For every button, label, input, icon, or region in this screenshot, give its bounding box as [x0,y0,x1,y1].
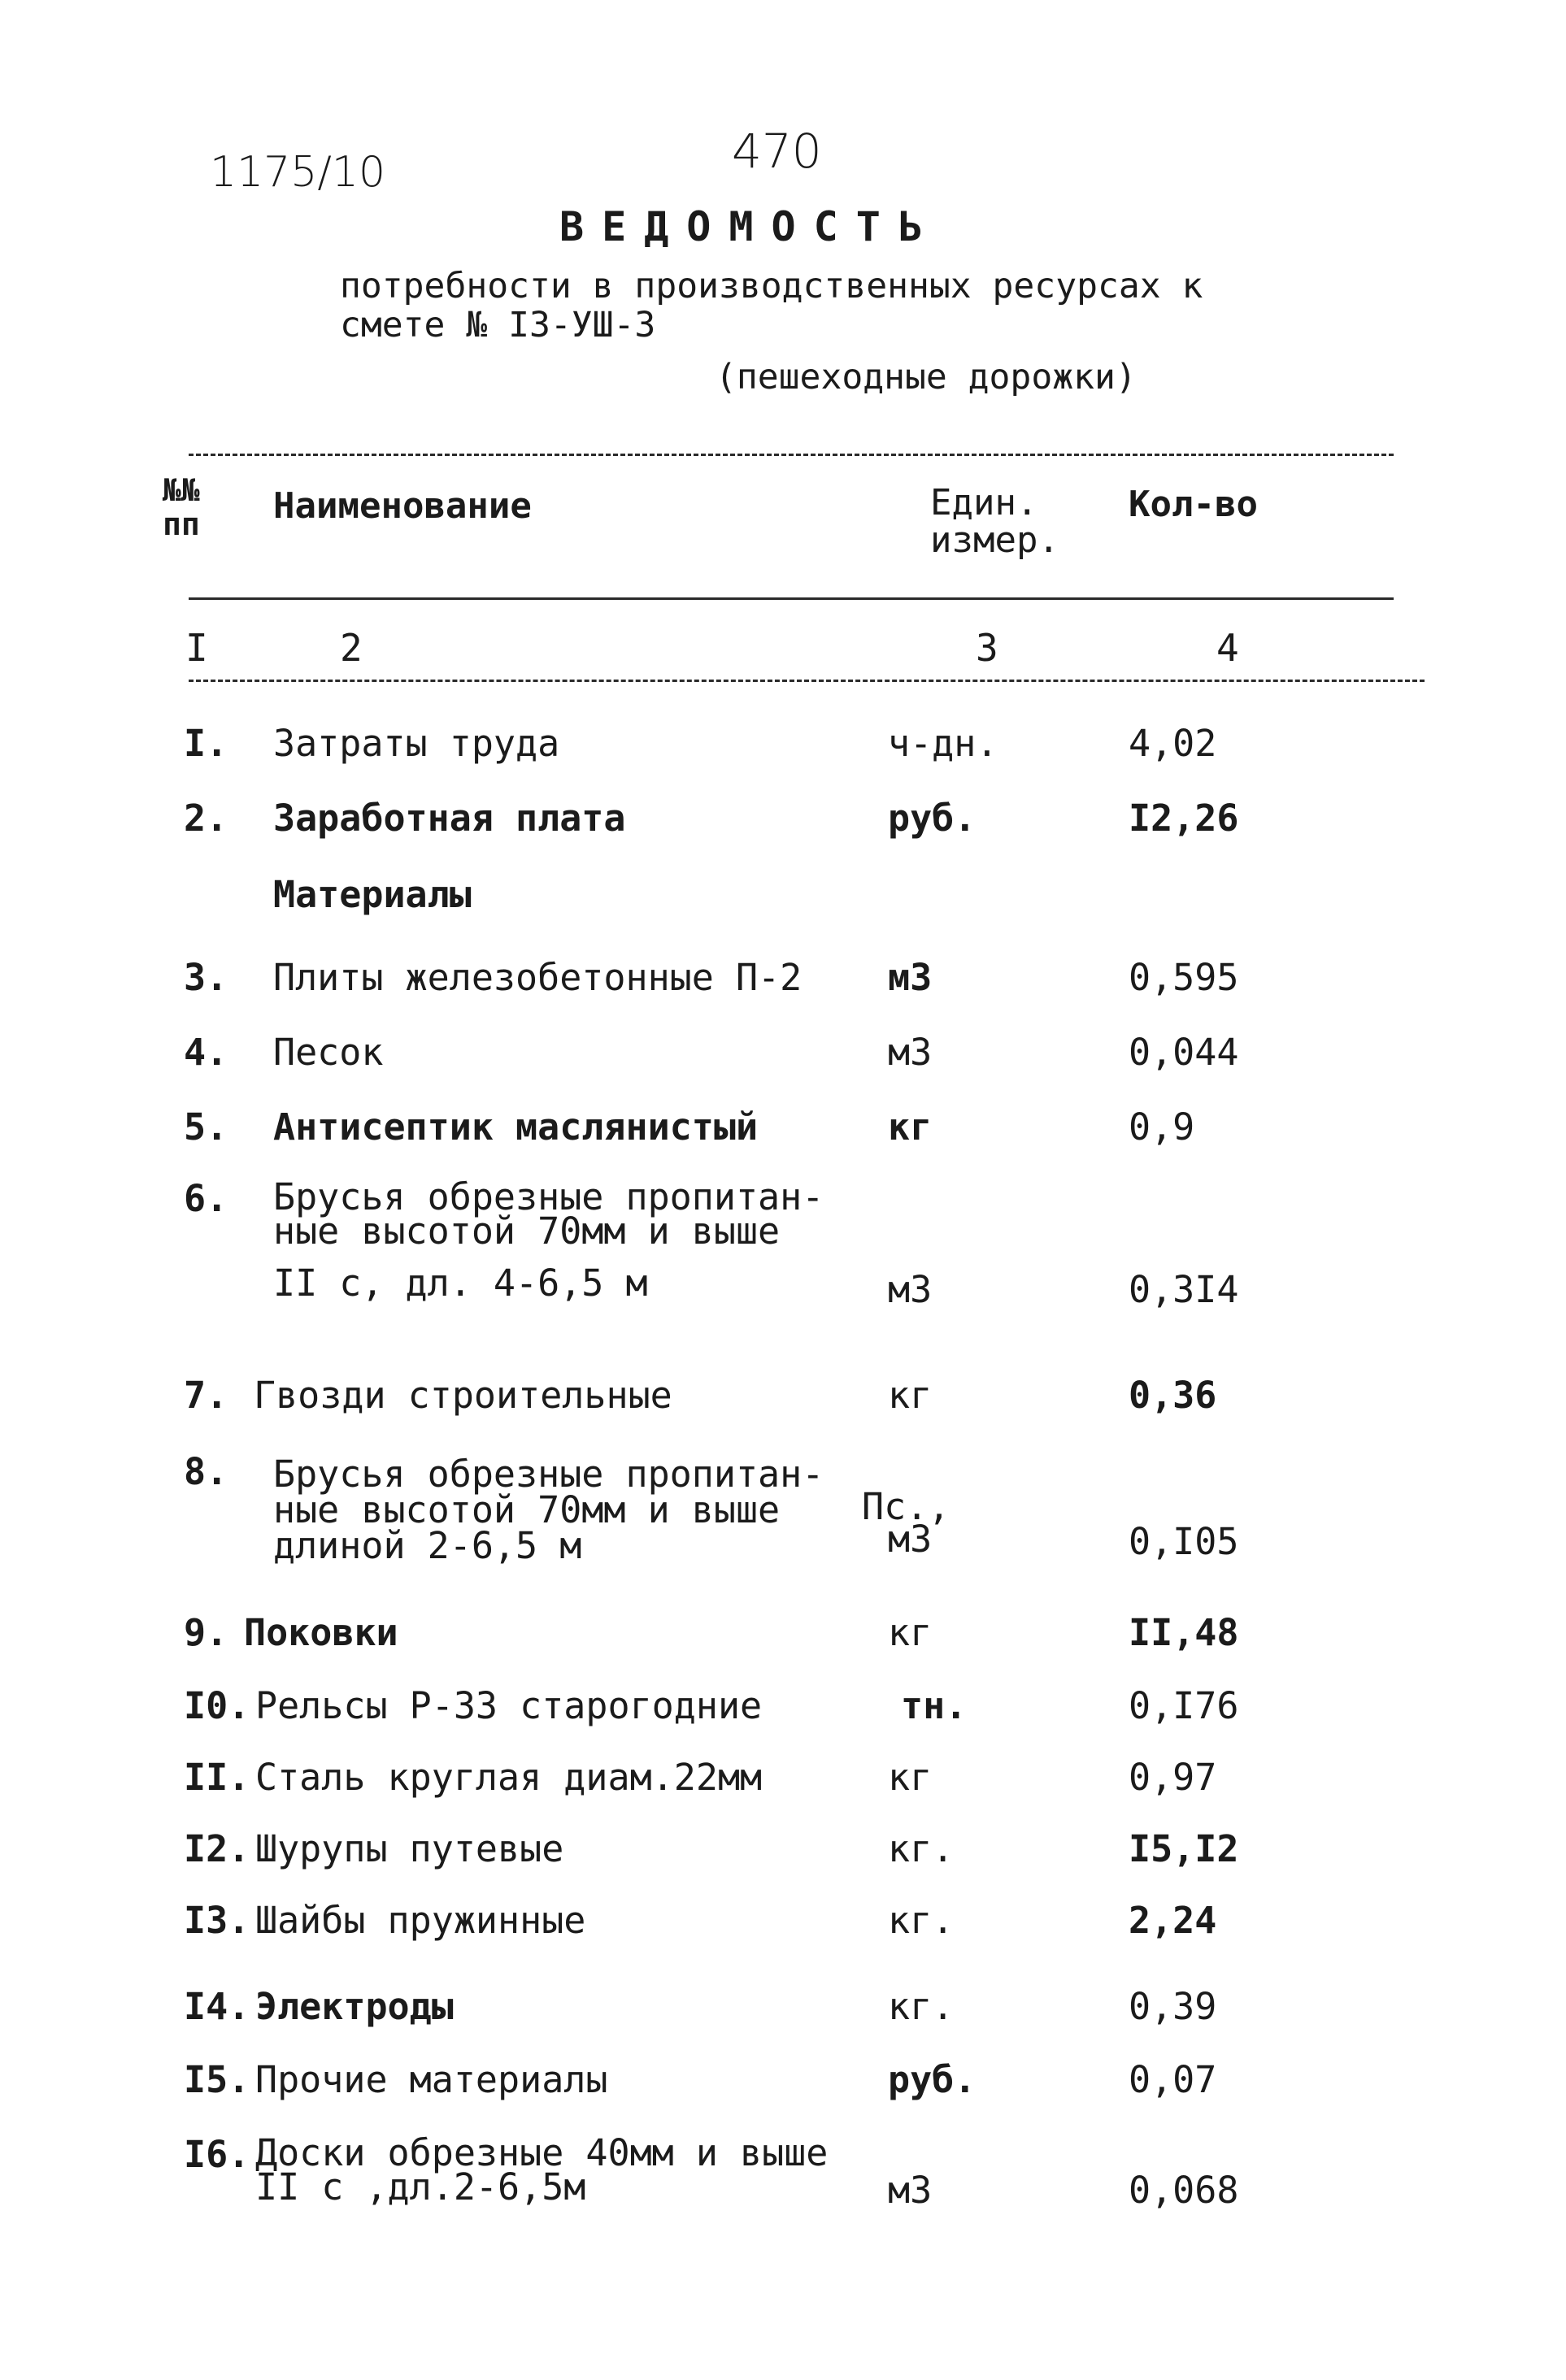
row-8-unit [862,1485,950,1561]
row-1-num: I. [184,722,228,765]
row-8-name-line2: ные высотой 70мм и выше [273,1488,781,1531]
document-title: ВЕДОМОСТЬ [559,203,941,250]
row-11-num: II. [184,1756,250,1799]
column-header-num-line2: пп [163,506,200,542]
row-2-qty: I2,26 [1129,797,1239,840]
row-7-unit: кг [888,1374,933,1417]
row-11-qty: 0,97 [1129,1756,1217,1799]
row-9-unit: кг [888,1611,933,1654]
row-6-name-line2: ные высотой 70мм и выше [273,1210,781,1253]
row-8-name-line3: длиной 2-6,5 м [273,1524,582,1567]
row-11-name: Сталь круглая диам.22мм [255,1756,763,1799]
subtitle-line-2: смете № I3-УШ-3 [340,305,656,345]
row-1-name: Затраты труда [273,722,560,765]
row-6-name-line3: II с, дл. 4-6,5 м [273,1262,648,1305]
column-header-unit [930,484,1059,559]
row-8-unit-line1: Пс., [862,1485,950,1528]
column-numbers-rule [189,680,1425,682]
row-13-num: I3. [184,1899,250,1942]
row-13-name: Шайбы пружинные [255,1899,586,1942]
row-13-qty: 2,24 [1129,1899,1217,1942]
row-9-qty: II,48 [1129,1611,1239,1654]
column-header-name: Наименование [273,485,532,527]
row-2-unit: руб. [888,797,977,840]
column-number-2: 2 [340,626,363,670]
column-header-qty: Кол-во [1129,484,1258,525]
row-2-num: 2. [184,797,228,840]
document-code: 1175/10 [210,148,386,197]
column-number-3: 3 [976,626,998,670]
row-6-qty: 0,3I4 [1129,1268,1239,1311]
row-4-qty: 0,044 [1129,1031,1239,1074]
subtitle-line-3: (пешеходные дорожки) [716,357,1137,397]
row-2-name: Заработная плата [273,797,626,840]
row-3-qty: 0,595 [1129,956,1239,999]
table-top-rule [189,454,1394,456]
row-6-unit: м3 [888,1268,933,1311]
column-header-num [163,473,200,541]
row-7-num: 7. [184,1374,228,1417]
row-8-qty: 0,I05 [1129,1520,1239,1563]
row-6-num: 6. [184,1177,228,1220]
header-bottom-rule [189,597,1394,600]
column-header-unit-line1: Един. [930,482,1038,523]
row-7-name: Гвозди строительные [254,1374,672,1417]
row-14-unit: кг. [888,1985,955,2028]
row-5-qty: 0,9 [1129,1105,1195,1149]
row-16-name-line2: II с ,дл.2-6,5м [255,2165,586,2208]
row-3-name: Плиты железобетонные П-2 [273,956,803,999]
row-14-num: I4. [184,1985,250,2028]
row-10-qty: 0,I76 [1129,1684,1239,1727]
column-header-unit-line2: измер. [930,519,1059,561]
column-header-num-line1: №№ [163,472,200,508]
subtitle-line-1: потребности в производственных ресурсах к [340,266,1203,306]
row-12-unit: кг. [888,1827,955,1870]
section-materials-heading: Материалы [273,873,472,916]
row-3-unit: м3 [888,956,933,999]
row-7-qty: 0,36 [1129,1374,1217,1417]
row-15-num: I5. [184,2058,250,2101]
row-14-qty: 0,39 [1129,1985,1217,2028]
row-3-num: 3. [184,956,228,999]
row-10-unit: тн. [901,1684,968,1727]
row-12-num: I2. [184,1827,250,1870]
column-number-4: 4 [1216,626,1239,670]
row-1-unit: ч-дн. [888,722,998,765]
row-11-unit: кг [888,1756,933,1799]
row-8-num: 8. [184,1450,228,1493]
row-10-name: Рельсы Р-33 старогодние [255,1684,763,1727]
row-1-qty: 4,02 [1129,722,1217,765]
row-12-name: Шурупы путевые [255,1827,564,1870]
row-15-name: Прочие материалы [255,2058,608,2101]
row-8-unit-line2: м3 [888,1518,933,1561]
row-8-name [273,1453,824,1567]
row-8-name-line1: Брусья обрезные пропитан- [273,1453,824,1496]
column-number-1: I [185,626,208,670]
row-6-name [273,1175,824,1305]
row-9-num: 9. [184,1611,228,1654]
row-5-unit: кг [888,1105,933,1149]
row-5-name: Антисептик маслянистый [273,1105,759,1149]
page-number: 470 [732,124,822,179]
row-16-name [255,2131,829,2208]
row-6-name-line1: Брусья обрезные пропитан- [273,1175,824,1218]
row-4-unit: м3 [888,1031,933,1074]
row-15-unit: руб. [888,2058,977,2101]
row-15-qty: 0,07 [1129,2058,1217,2101]
row-16-name-line1: Доски обрезные 40мм и выше [255,2131,829,2174]
row-14-name: Электроды [255,1985,454,2028]
row-9-name: Поковки [244,1611,398,1654]
row-16-unit: м3 [888,2169,933,2212]
row-5-num: 5. [184,1105,228,1149]
row-12-qty: I5,I2 [1129,1827,1239,1870]
row-16-qty: 0,068 [1129,2169,1239,2212]
row-16-num: I6. [184,2133,250,2176]
row-10-num: I0. [184,1684,250,1727]
row-4-num: 4. [184,1031,228,1074]
row-13-unit: кг. [888,1899,955,1942]
row-4-name: Песок [273,1031,384,1074]
